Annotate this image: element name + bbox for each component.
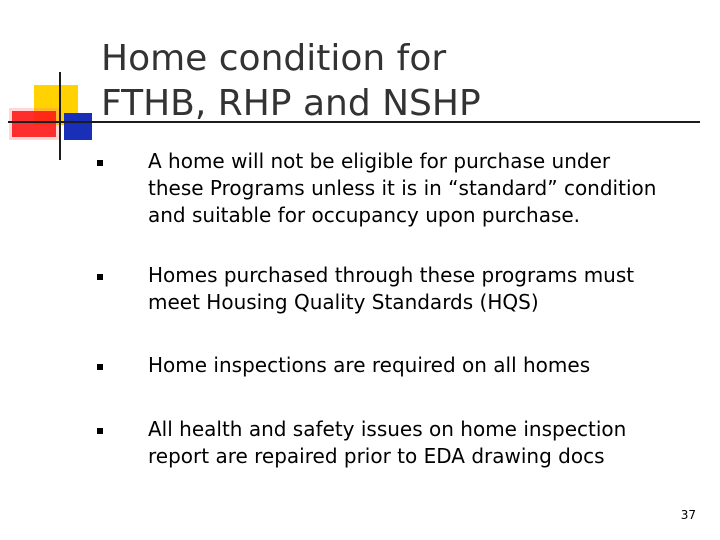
slide-title: Home condition for FTHB, RHP and NSHP [101,38,481,124]
square-bullet-icon [97,428,103,434]
bullet-text: All health and safety issues on home inspection report are repaired prior to EDA drawing docs [148,417,627,468]
page-number: 37 [680,508,696,522]
square-bullet-icon [97,160,103,166]
square-bullet-icon [97,364,103,370]
bullet-text: A home will not be eligible for purchase under these Programs unless it is in “standard” condition and suitable for occupancy upon purchase. [148,149,657,227]
bullet-text: Homes purchased through these programs must meet Housing Quality Standards (HQS) [148,263,635,314]
bullet-text: Home inspections are required on all homes [148,353,591,377]
square-bullet-icon [97,274,103,280]
